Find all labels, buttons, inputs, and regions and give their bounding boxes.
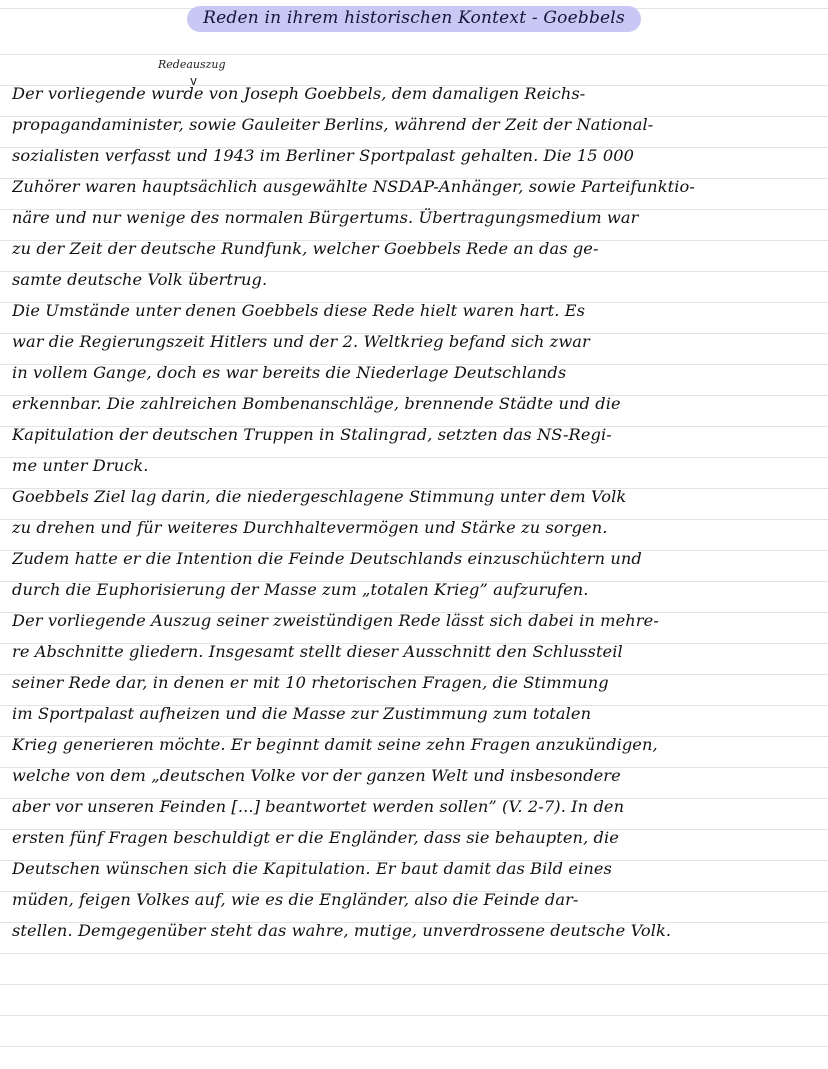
margin-annotation: Redeauszug (158, 58, 226, 71)
text-line: Kapitulation der deutschen Truppen in Stalingrad, setzten das NS-Regi- (12, 425, 612, 444)
text-line: Die Umstände unter denen Goebbels diese Rede hielt waren hart. Es (12, 301, 586, 320)
text-line: Deutschen wünschen sich die Kapitulation. Er baut damit das Bild eines (12, 859, 612, 878)
text-line: näre und nur wenige des normalen Bürgertums. Übertragungsmedium war (12, 208, 639, 227)
text-line: Der vorliegende wurde von Joseph Goebbels, dem damaligen Reichs- (12, 84, 586, 103)
text-line: war die Regierungszeit Hitlers und der 2. Weltkrieg befand sich zwar (12, 332, 590, 351)
text-line: Zudem hatte er die Intention die Feinde Deutschlands einzuschüchtern und (12, 549, 642, 568)
text-line: sozialisten verfasst und 1943 im Berliner Sportpalast gehalten. Die 15 000 (12, 146, 635, 165)
handwritten-text-body (12, 78, 820, 946)
title-container (0, 6, 828, 32)
text-line: Goebbels Ziel lag darin, die niedergeschlagene Stimmung unter dem Volk (12, 487, 627, 506)
text-line: me unter Druck. (12, 456, 149, 475)
text-line: durch die Euphorisierung der Masse zum „totalen Krieg” aufzurufen. (12, 580, 589, 599)
text-line: samte deutsche Volk übertrug. (12, 270, 268, 289)
insertion-caret: v (190, 74, 198, 88)
text-line: Zuhörer waren hauptsächlich ausgewählte NSDAP-Anhänger, sowie Parteifunktio- (12, 177, 695, 196)
text-line: erkennbar. Die zahlreichen Bombenanschläge, brennende Städte und die (12, 394, 621, 413)
text-line: im Sportpalast aufheizen und die Masse zur Zustimmung zum totalen (12, 704, 592, 723)
text-line: Der vorliegende Auszug seiner zweistündigen Rede lässt sich dabei in mehre- (12, 611, 659, 630)
text-line: propagandaminister, sowie Gauleiter Berlins, während der Zeit der National- (12, 115, 654, 134)
page-title: Reden in ihrem historischen Kontext - Goebbels (187, 6, 641, 32)
text-line: welche von dem „deutschen Volke vor der ganzen Welt und insbesondere (12, 766, 621, 785)
text-line: ersten fünf Fragen beschuldigt er die Engländer, dass sie behaupten, die (12, 828, 619, 847)
text-line: zu drehen und für weiteres Durchhaltevermögen und Stärke zu sorgen. (12, 518, 608, 537)
text-line: in vollem Gange, doch es war bereits die Niederlage Deutschlands (12, 363, 567, 382)
text-line: stellen. Demgegenüber steht das wahre, mutige, unverdrossene deutsche Volk. (12, 921, 672, 940)
text-line: re Abschnitte gliedern. Insgesamt stellt dieser Ausschnitt den Schlussteil (12, 642, 623, 661)
text-line: Krieg generieren möchte. Er beginnt damit seine zehn Fragen anzukündigen, (12, 735, 658, 754)
text-line: zu der Zeit der deutsche Rundfunk, welcher Goebbels Rede an das ge- (12, 239, 599, 258)
text-line: aber vor unseren Feinden [...] beantwortet werden sollen” (V. 2-7). In den (12, 797, 625, 816)
text-line: seiner Rede dar, in denen er mit 10 rhetorischen Fragen, die Stimmung (12, 673, 609, 692)
text-line: müden, feigen Volkes auf, wie es die Engländer, also die Feinde dar- (12, 890, 579, 909)
